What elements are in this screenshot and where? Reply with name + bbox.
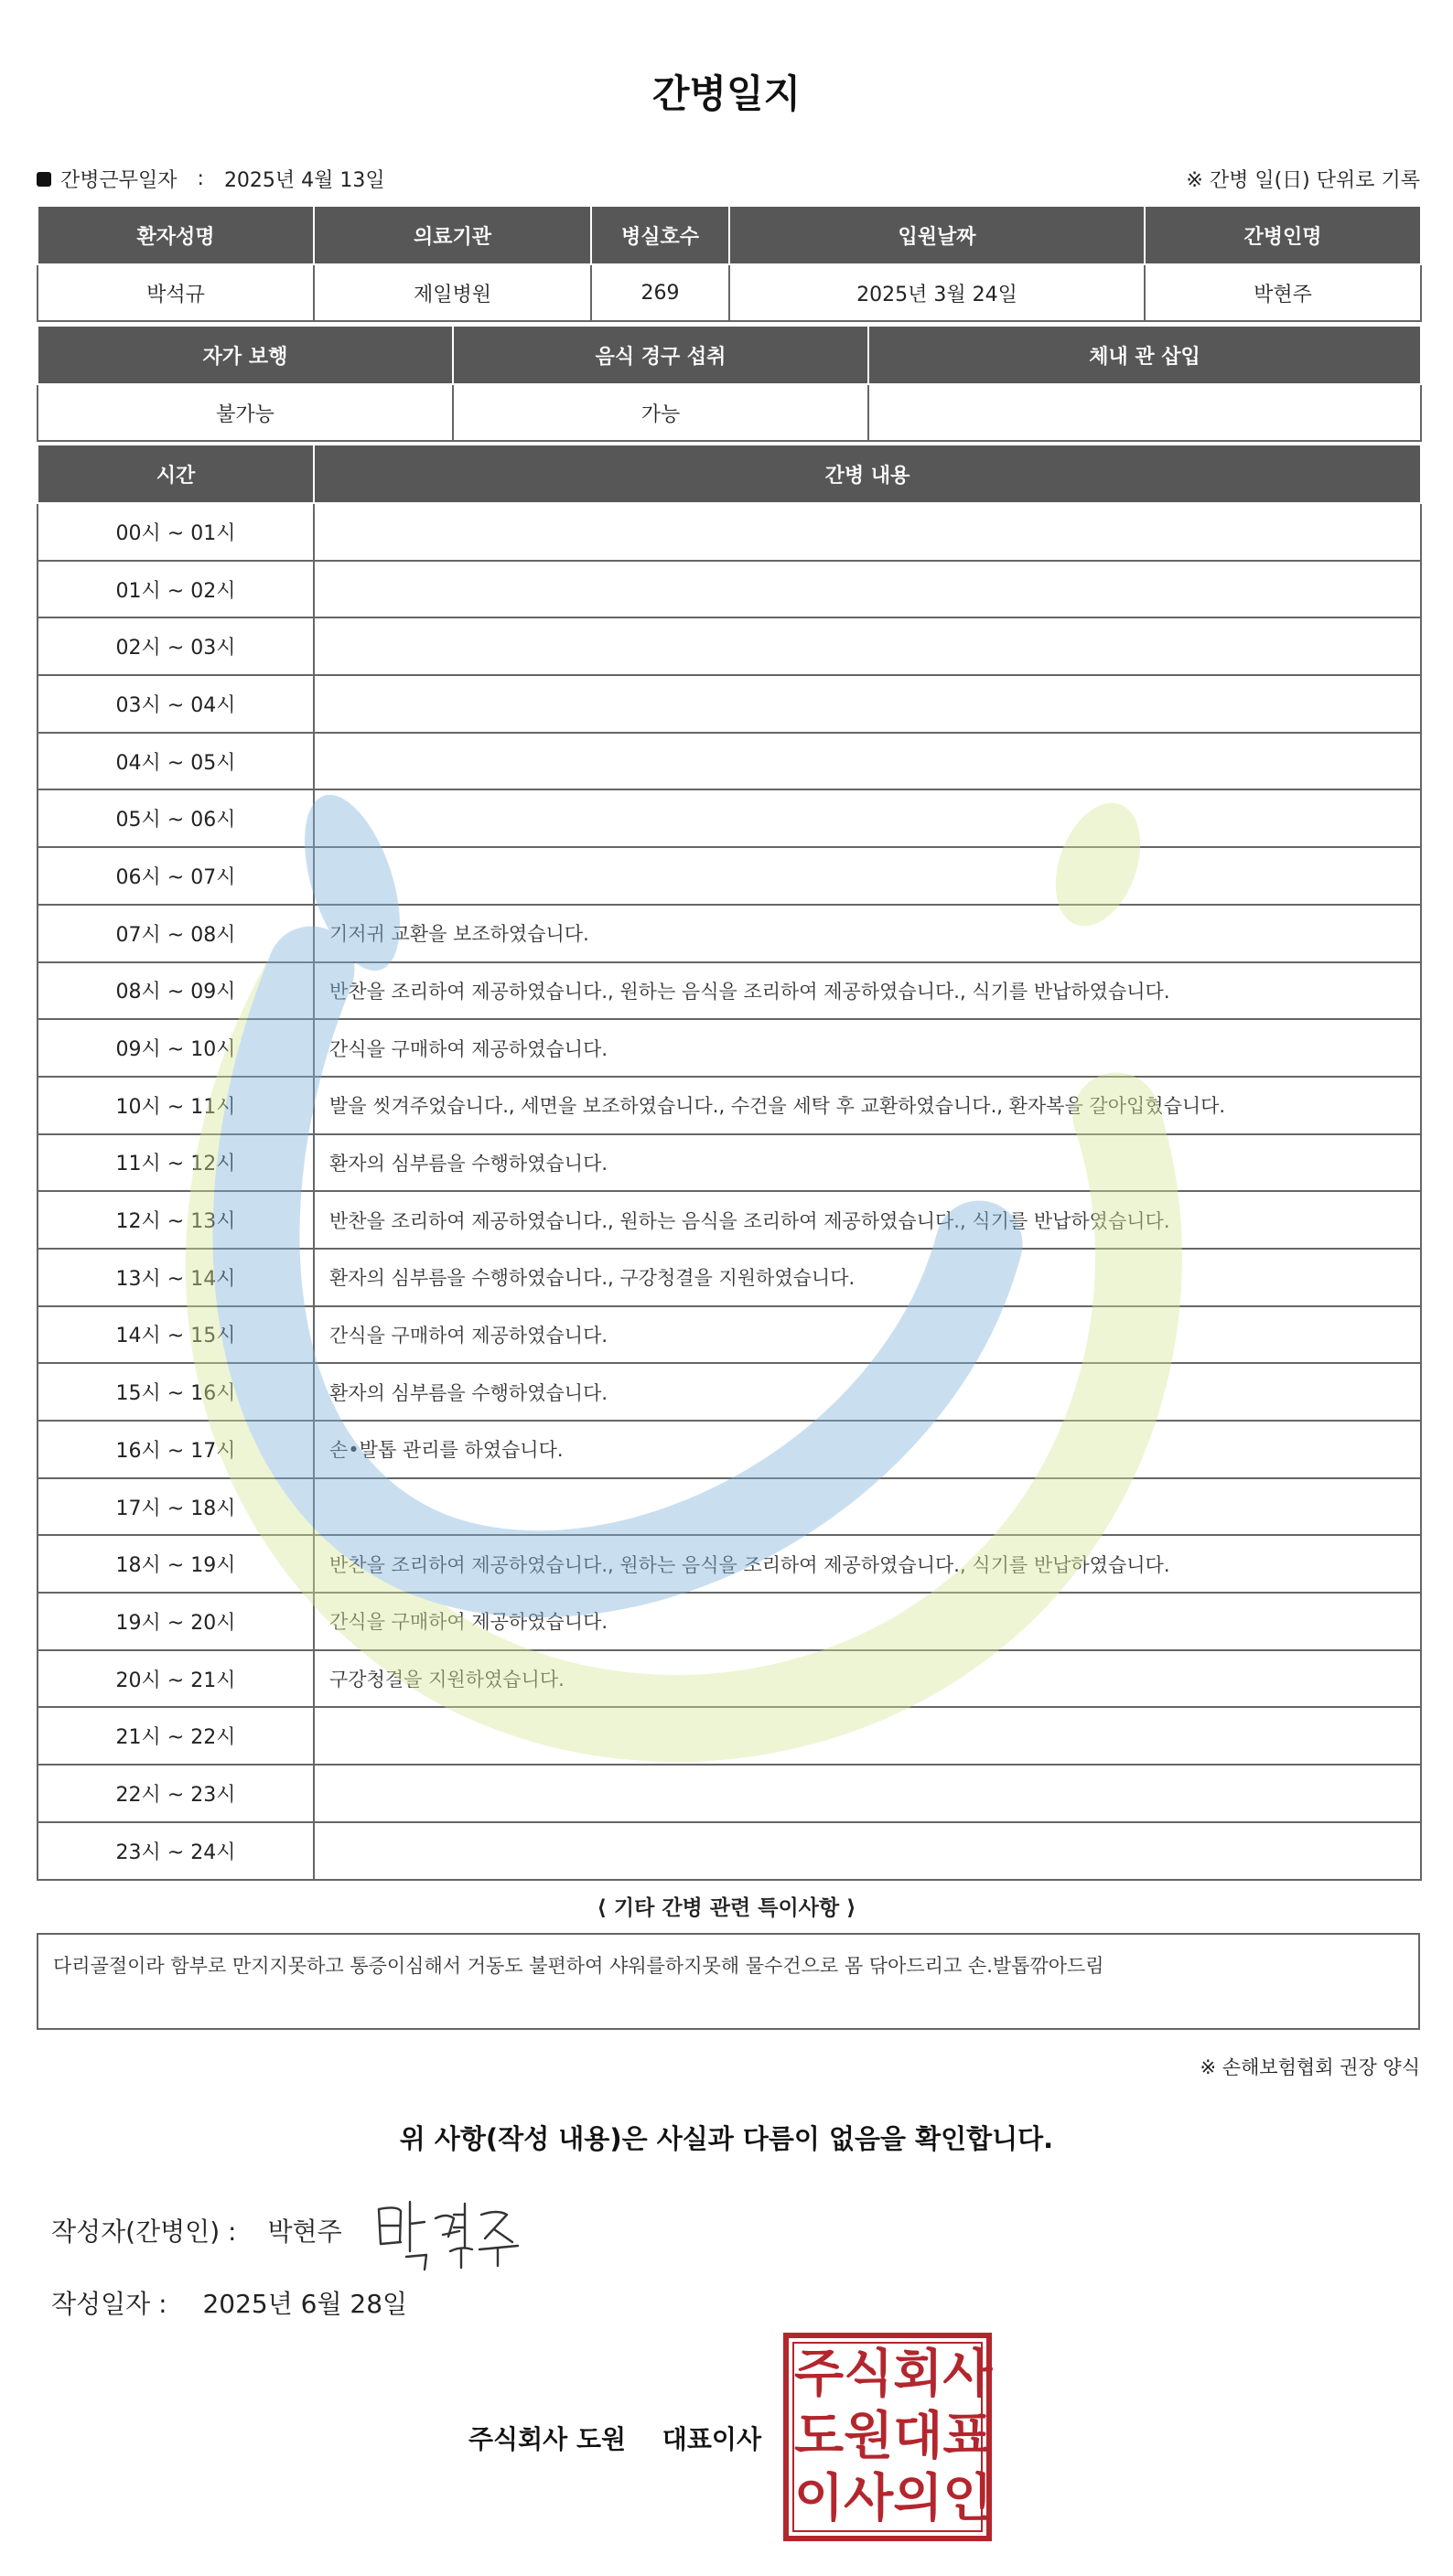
- table-row: [38, 1019, 1421, 1077]
- header-care-content: 간병 내용: [314, 445, 1421, 503]
- table-row: [38, 962, 1421, 1020]
- care-content: 환자의 심부름을 수행하였습니다.: [314, 1363, 1421, 1421]
- care-content: [314, 617, 1421, 675]
- writer-name: 박현주: [267, 2216, 342, 2247]
- table-row: [38, 1363, 1421, 1421]
- care-content: 반찬을 조리하여 제공하였습니다., 원하는 음식을 조리하여 제공하였습니다., 식기를 반납하였습니다.: [314, 1191, 1421, 1249]
- table-row: [38, 1478, 1421, 1536]
- notes-text: 다리골절이라 함부로 만지지못하고 통증이심해서 거동도 불편하여 샤워를하지못해 물수건으로 몸 닦아드리고 손.발톱깎아드림: [53, 1955, 1104, 1977]
- time-slot: 04시 ~ 05시: [38, 733, 314, 790]
- care-content: 환자의 심부름을 수행하였습니다.: [314, 1134, 1421, 1192]
- table-row: [38, 847, 1421, 905]
- care-content: 반찬을 조리하여 제공하였습니다., 원하는 음식을 조리하여 제공하였습니다., 식기를 반납하였습니다.: [314, 962, 1421, 1020]
- care-content: 간식을 구매하여 제공하였습니다.: [314, 1306, 1421, 1364]
- work-date-label: 간병근무일자: [60, 169, 178, 192]
- table-row: [38, 1593, 1421, 1650]
- time-slot: 11시 ~ 12시: [38, 1134, 314, 1192]
- write-date-value: 2025년 6월 28일: [202, 2289, 408, 2319]
- handwritten-signature: [370, 2191, 534, 2273]
- table-row: [38, 1306, 1421, 1364]
- time-slot: 18시 ~ 19시: [38, 1535, 314, 1593]
- table-row: [38, 675, 1421, 733]
- care-content: [314, 1707, 1421, 1765]
- work-date-value: 2025년 4월 13일: [223, 169, 385, 192]
- table-header-row: [38, 327, 1421, 384]
- care-content: 간식을 구매하여 제공하였습니다.: [314, 1593, 1421, 1650]
- work-date-separator: :: [197, 167, 204, 190]
- time-slot: 12시 ~ 13시: [38, 1191, 314, 1249]
- time-slot: 00시 ~ 01시: [38, 503, 314, 561]
- table-header-row: [38, 445, 1421, 503]
- square-bullet-icon: [37, 172, 51, 187]
- unit-note: ※ 간병 일(日) 단위로 기록: [1186, 169, 1420, 192]
- notes-box: [37, 1933, 1420, 2030]
- time-slot: 10시 ~ 11시: [38, 1077, 314, 1134]
- care-content: [314, 1822, 1421, 1880]
- tube-insertion: [868, 384, 1421, 441]
- seal-character: 의: [893, 2469, 943, 2528]
- seal-character: 도: [794, 2407, 845, 2466]
- confirmation-statement: 위 사항(작성 내용)은 사실과 다름이 없음을 확인합니다.: [399, 2123, 1054, 2154]
- table-row: [38, 1249, 1421, 1306]
- room-number: 269: [591, 264, 729, 321]
- table-row: [38, 617, 1421, 675]
- table-row: [38, 1077, 1421, 1134]
- work-date: [37, 165, 385, 193]
- seal-character: 원: [844, 2407, 894, 2466]
- care-content: [314, 503, 1421, 561]
- table-row: [38, 1822, 1421, 1880]
- time-slot: 07시 ~ 08시: [38, 905, 314, 962]
- care-log-body: [38, 503, 1421, 1880]
- time-slot: 15시 ~ 16시: [38, 1363, 314, 1421]
- admission-date: 2025년 3월 24일: [729, 264, 1145, 321]
- care-content: [314, 847, 1421, 905]
- table-row: [38, 1650, 1421, 1708]
- table-row: [38, 1765, 1421, 1822]
- time-slot: 19시 ~ 20시: [38, 1593, 314, 1650]
- company-seal-stamp: [783, 2333, 992, 2541]
- care-content: [314, 789, 1421, 847]
- form-notice: ※ 손해보험협회 권장 양식: [1200, 2056, 1420, 2078]
- seal-character: 식: [844, 2345, 894, 2404]
- time-slot: 17시 ~ 18시: [38, 1478, 314, 1536]
- page-title: 간병일지: [651, 71, 802, 116]
- meta-row: [37, 165, 1420, 194]
- seal-character: 이: [794, 2469, 845, 2528]
- notes-title: ⟨ 기타 간병 관련 특이사항 ⟩: [597, 1896, 856, 1920]
- time-slot: 14시 ~ 15시: [38, 1306, 314, 1364]
- write-date-label: 작성일자 :: [51, 2289, 167, 2319]
- table-row: [38, 503, 1421, 561]
- patient-status-table: [37, 327, 1422, 442]
- time-slot: 08시 ~ 09시: [38, 962, 314, 1020]
- time-slot: 20시 ~ 21시: [38, 1650, 314, 1708]
- seal-character: 대: [893, 2407, 943, 2466]
- time-slot: 05시 ~ 06시: [38, 789, 314, 847]
- care-content: [314, 561, 1421, 618]
- care-content: 기저귀 교환을 보조하였습니다.: [314, 905, 1421, 962]
- header-caregiver-name: 간병인명: [1145, 207, 1421, 264]
- care-content: 손•발톱 관리를 하였습니다.: [314, 1421, 1421, 1478]
- table-header-row: [38, 207, 1421, 264]
- time-slot: 06시 ~ 07시: [38, 847, 314, 905]
- table-row: [38, 561, 1421, 618]
- header-time: 시간: [38, 445, 314, 503]
- care-content: 발을 씻겨주었습니다., 세면을 보조하였습니다., 수건을 세탁 후 교환하였습니다., 환자복을 갈아입혔습니다.: [314, 1077, 1421, 1134]
- time-slot: 22시 ~ 23시: [38, 1765, 314, 1822]
- seal-character: 주: [794, 2345, 845, 2404]
- care-content: [314, 1478, 1421, 1536]
- time-slot: 09시 ~ 10시: [38, 1019, 314, 1077]
- hospital: 제일병원: [314, 264, 591, 321]
- table-row: [38, 1134, 1421, 1192]
- time-slot: 13시 ~ 14시: [38, 1249, 314, 1306]
- care-content: 간식을 구매하여 제공하였습니다.: [314, 1019, 1421, 1077]
- self-walking: 불가능: [38, 384, 453, 441]
- time-slot: 02시 ~ 03시: [38, 617, 314, 675]
- header-self-walking: 자가 보행: [38, 327, 453, 384]
- patient-name: 박석규: [38, 264, 314, 321]
- time-slot: 01시 ~ 02시: [38, 561, 314, 618]
- care-log-table: [37, 445, 1422, 1881]
- care-content: [314, 1765, 1421, 1822]
- header-room-number: 병실호수: [591, 207, 729, 264]
- table-row: [38, 1535, 1421, 1593]
- ceo-title: 대표이사: [662, 2424, 761, 2454]
- table-row: [38, 1707, 1421, 1765]
- header-tube-insertion: 체내 관 삽입: [868, 327, 1421, 384]
- time-slot: 16시 ~ 17시: [38, 1421, 314, 1478]
- care-content: [314, 733, 1421, 790]
- header-admission-date: 입원날짜: [729, 207, 1145, 264]
- table-row: [38, 384, 1421, 441]
- writer-row: [51, 2212, 342, 2249]
- oral-intake: 가능: [453, 384, 868, 441]
- company-name: 주식회사 도원: [468, 2424, 627, 2454]
- care-content: 반찬을 조리하여 제공하였습니다., 원하는 음식을 조리하여 제공하였습니다., 식기를 반납하였습니다.: [314, 1535, 1421, 1593]
- care-content: 구강청결을 지원하였습니다.: [314, 1650, 1421, 1708]
- table-row: [38, 1421, 1421, 1478]
- company-signature-line: [468, 2420, 761, 2456]
- caregiver-name: 박현주: [1145, 264, 1421, 321]
- table-row: [38, 264, 1421, 321]
- time-slot: 03시 ~ 04시: [38, 675, 314, 733]
- care-content: [314, 675, 1421, 733]
- table-row: [38, 905, 1421, 962]
- seal-character: 사: [844, 2469, 894, 2528]
- table-row: [38, 733, 1421, 790]
- header-oral-intake: 음식 경구 섭취: [453, 327, 868, 384]
- writer-label: 작성자(간병인) :: [51, 2216, 237, 2247]
- seal-grid: [792, 2342, 993, 2532]
- seal-character: 사: [942, 2345, 993, 2404]
- seal-character: 인: [942, 2469, 993, 2528]
- time-slot: 21시 ~ 22시: [38, 1707, 314, 1765]
- table-row: [38, 1191, 1421, 1249]
- seal-character: 표: [942, 2407, 993, 2466]
- care-content: 환자의 심부름을 수행하였습니다., 구강청결을 지원하였습니다.: [314, 1249, 1421, 1306]
- header-hospital: 의료기관: [314, 207, 591, 264]
- write-date-row: [51, 2284, 407, 2321]
- table-row: [38, 789, 1421, 847]
- time-slot: 23시 ~ 24시: [38, 1822, 314, 1880]
- seal-character: 회: [893, 2345, 943, 2404]
- patient-info-table: [37, 207, 1422, 322]
- header-patient-name: 환자성명: [38, 207, 314, 264]
